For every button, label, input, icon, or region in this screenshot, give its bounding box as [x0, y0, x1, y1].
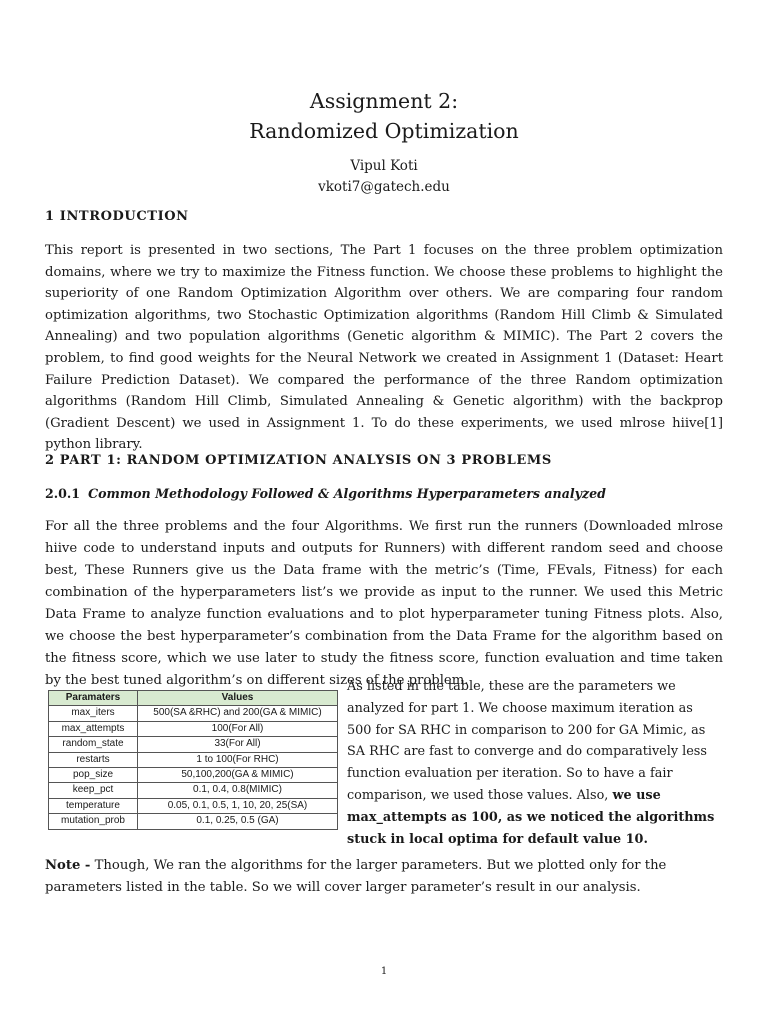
note-paragraph — [45, 855, 723, 899]
table-cell: max_iters — [49, 706, 138, 721]
paper-title-line1: Assignment 2: — [309, 89, 459, 113]
table-header-cell: Values — [138, 691, 338, 706]
table-cell: 100(For All) — [138, 721, 338, 736]
table-cell: 1 to 100(For RHC) — [138, 752, 338, 767]
table-cell: restarts — [49, 752, 138, 767]
table-explanation — [347, 676, 717, 850]
section-2-heading: 2 PART 1: RANDOM OPTIMIZATION ANALYSIS ON 3 PROBLEMS — [45, 453, 552, 468]
table-row — [49, 752, 338, 767]
table-row — [49, 721, 338, 736]
table-row — [49, 814, 338, 829]
table-cell: 33(For All) — [138, 737, 338, 752]
table-cell: 500(SA &RHC) and 200(GA & MIMIC) — [138, 706, 338, 721]
table-cell: mutation_prob — [49, 814, 138, 829]
paper-title-line2: Randomized Optimization — [249, 119, 519, 143]
table-explanation-bold: we use max_attempts as 100, as we noticed the algorithms stuck in local optima for default value 10. — [347, 787, 715, 847]
note-label: Note - — [45, 858, 91, 873]
author-name: Vipul Koti — [350, 158, 418, 174]
table-cell: 0.1, 0.25, 0.5 (GA) — [138, 814, 338, 829]
table-cell: pop_size — [49, 768, 138, 783]
table-row — [49, 768, 338, 783]
author-email: vkoti7@gatech.edu — [318, 179, 450, 195]
methodology-paragraph: For all the three problems and the four Algorithms. We first run the runners (Downloaded mlrose hiive code to understand inputs and outputs for Runners) with different random seed and choose best, These Runners give us the Data frame with the metric’s (Time, FEvals, Fitness) for each combination of the hyperparameters list’s we provide as input to the runner. We used this Metric Data Frame to analyze function evaluations and to plot hyperparameter tuning Fitness plots. Also, we choose the best hyperparameter’s combination from the Data Frame for the algorithm based on the fitness score, which we use later to study the fitness score, function evaluation and time taken by the best tuned algorithm’s on different sizes of the problem. — [45, 519, 723, 688]
hyperparameter-table — [48, 690, 338, 830]
title-block — [45, 86, 723, 198]
table-cell: random_state — [49, 737, 138, 752]
table-row — [49, 798, 338, 813]
table-cell: max_attempts — [49, 721, 138, 736]
table-cell: 50,100,200(GA & MIMIC) — [138, 768, 338, 783]
section-1-heading: 1 INTRODUCTION — [45, 209, 189, 224]
table-cell: 0.05, 0.1, 0.5, 1, 10, 20, 25(SA) — [138, 798, 338, 813]
subsection-heading — [45, 485, 606, 503]
subsection-title: Common Methodology Followed & Algorithms Hyperparameters analyzed — [88, 486, 606, 501]
table-row — [49, 706, 338, 721]
intro-paragraph: This report is presented in two sections, The Part 1 focuses on the three problem optimization domains, where we try to maximize the Fitness function. We choose these problems to highlight the superiority of one Random Optimization Algorithm over others. We are comparing four random optimization algorithms, two Stochastic Optimization algorithms (Random Hill Climb & Simulated Annealing) and two population algorithms (Genetic algorithm & MIMIC). The Part 2 covers the problem, to find good weights for the Neural Network we created in Assignment 1 (Dataset: Heart Failure Prediction Dataset). We compared the performance of the three Random optimization algorithms (Random Hill Climb, Simulated Annealing & Genetic algorithm) with the backprop (Gradient Descent) we used in Assignment 1. To do these experiments, we used mlrose hiive[1] python library. — [45, 243, 723, 453]
table-cell: 0.1, 0.4, 0.8(MIMIC) — [138, 783, 338, 798]
table-row — [49, 737, 338, 752]
table-cell: temperature — [49, 798, 138, 813]
subsection-number: 2.0.1 — [45, 486, 81, 501]
page-number: 1 — [380, 966, 388, 977]
table-cell: keep_pct — [49, 783, 138, 798]
table-header-cell: Paramaters — [49, 691, 138, 706]
table-header-row — [49, 691, 338, 706]
note-text: Though, We ran the algorithms for the larger parameters. But we plotted only for the parameters listed in the table. So we will cover larger parameter’s result in our analysis. — [45, 858, 667, 895]
document-page — [45, 0, 723, 977]
table-explanation-text: As listed in the table, these are the parameters we analyzed for part 1. We choose maximum iteration as 500 for SA RHC in comparison to 200 for GA Mimic, as SA RHC are fast to converge and do comparatively less function evaluation per iteration. So to have a fair comparison, we used those values. Also, — [347, 679, 707, 803]
table-row — [49, 783, 338, 798]
